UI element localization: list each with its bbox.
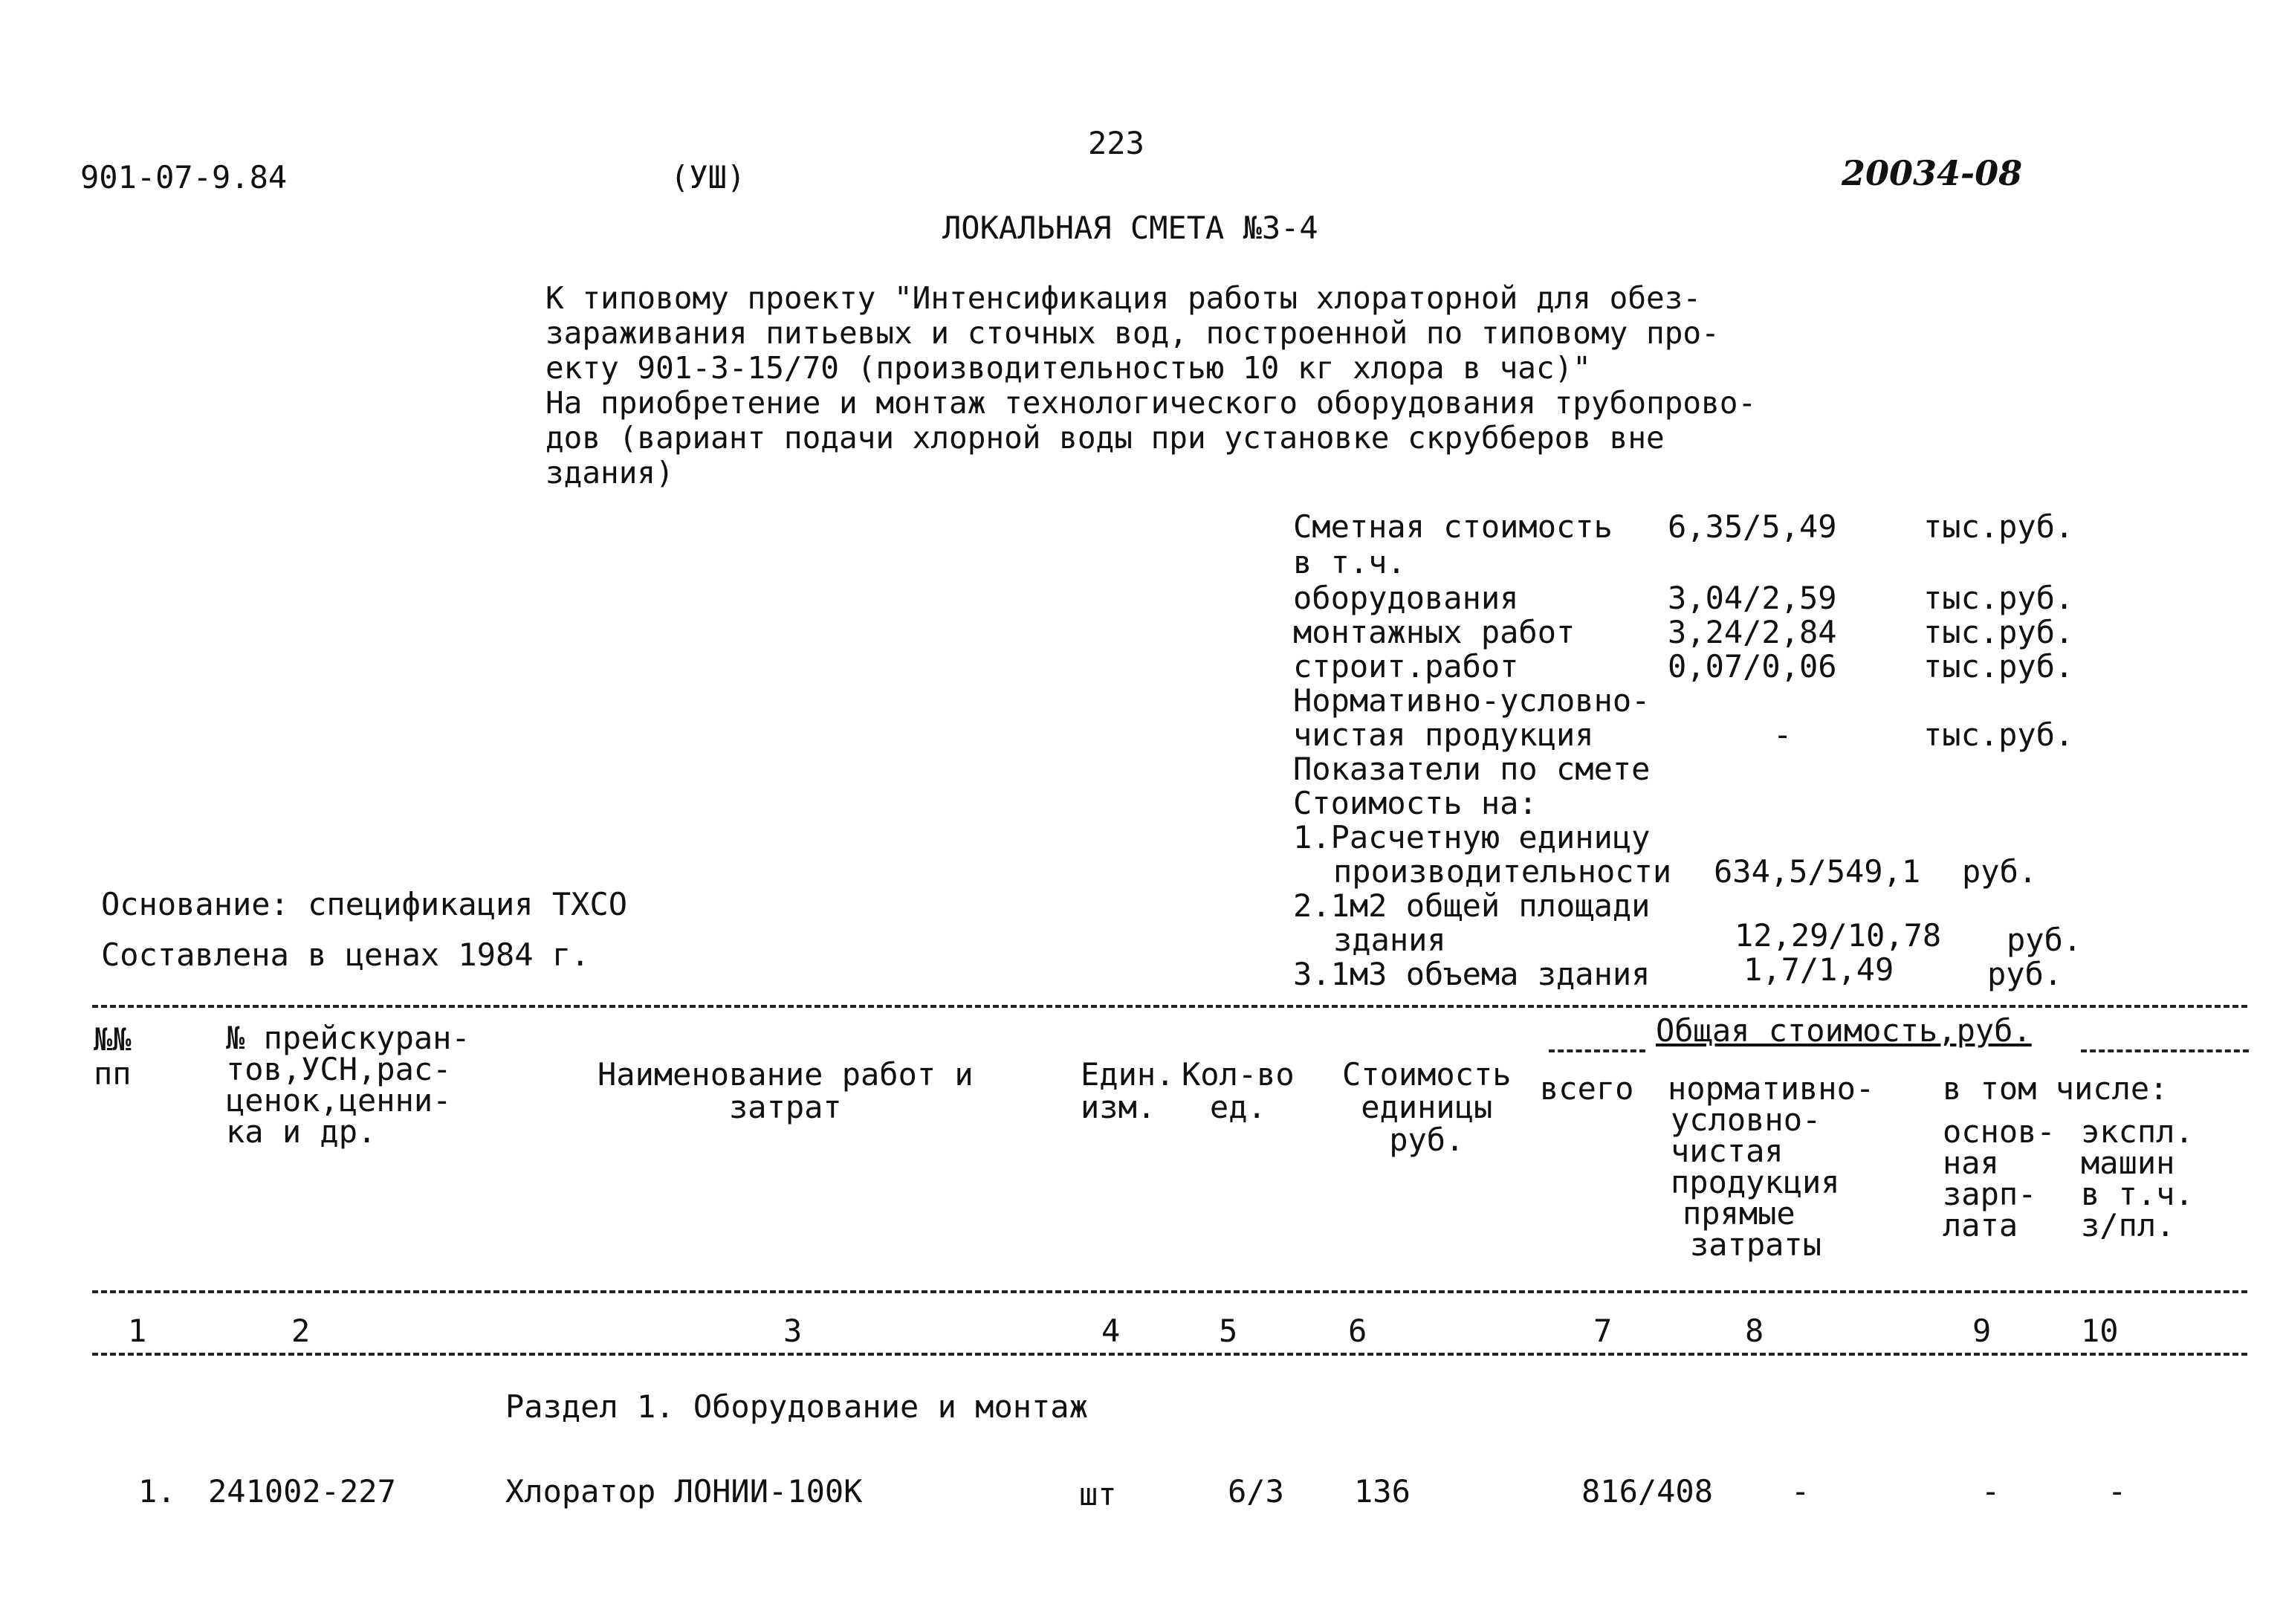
construction-label: строит.работ	[1293, 648, 1519, 685]
unit-label: тыс.руб.	[1923, 614, 2074, 650]
indicator-2-label: 2.1м2 общей площади	[1293, 887, 1651, 924]
volume-label: (УШ)	[670, 159, 746, 195]
header-col-3: Наименование работ и затрат	[598, 1056, 974, 1125]
column-number: 8	[1745, 1313, 1764, 1349]
intro-line: зараживания питьевых и сточных вод, построенной по типовому про-	[545, 315, 1720, 351]
intro-line: здания)	[545, 455, 674, 491]
unit-label: руб.	[1962, 853, 2038, 890]
column-number: 4	[1101, 1313, 1121, 1349]
equipment-value: 3,04/2,59	[1668, 580, 1837, 616]
row-unit: шт	[1079, 1476, 1117, 1513]
net-product-value: -	[1773, 716, 1793, 753]
unit-label: тыс.руб.	[1923, 716, 2074, 753]
column-numbers-rule	[92, 1353, 2247, 1356]
total-cost-label: Общая стоимость,руб.	[1656, 1012, 2032, 1049]
column-number: 5	[1219, 1313, 1238, 1349]
row-unit-cost: 136	[1354, 1473, 1411, 1510]
header-col-8: нормативно- условно- чистая продукция прямые затраты	[1668, 1070, 1875, 1263]
indicator-1-label: производительности	[1333, 853, 1672, 890]
indicator-1-label: 1.Расчетную единицу	[1293, 819, 1651, 855]
construction-value: 0,07/0,06	[1668, 648, 1837, 685]
row-quantity: 6/3	[1228, 1473, 1284, 1510]
header-col-2: № прейскуран- тов,УСН,рас- ценок,ценни- ка и др.	[226, 1020, 470, 1150]
basis-line: Основание: спецификация ТХСО	[101, 886, 628, 922]
column-number: 7	[1593, 1313, 1613, 1349]
indicator-1-value: 634,5/549,1	[1714, 853, 1921, 890]
intro-line: К типовому проекту "Интенсификация работы хлораторной для обез-	[545, 280, 1702, 316]
intro-line: екту 901-3-15/70 (производительностью 10 кг хлора в час)"	[545, 350, 1591, 386]
prices-line: Составлена в ценах 1984 г.	[101, 936, 590, 973]
column-number: 1	[128, 1313, 147, 1349]
net-product-label: чистая продукция	[1293, 716, 1594, 753]
unit-label: тыс.руб.	[1923, 648, 2074, 685]
unit-label: тыс.руб.	[1923, 508, 2074, 545]
row-machines: -	[2108, 1473, 2127, 1510]
header-bottom-rule	[92, 1290, 2247, 1293]
header-col-5: Кол-во ед.	[1182, 1056, 1295, 1125]
in-number-label: в том числе:	[1943, 1070, 2169, 1107]
install-label: монтажных работ	[1293, 614, 1576, 650]
net-product-label: Нормативно-условно-	[1293, 682, 1651, 719]
row-code: 241002-227	[208, 1473, 396, 1510]
document-code: 901-07-9.84	[80, 159, 288, 195]
indicator-2-value: 12,29/10,78	[1735, 917, 1942, 954]
intro-line: На приобретение и монтаж технологического оборудования трубопрово-	[545, 385, 1757, 421]
intro-paragraph	[545, 281, 1957, 491]
header-col-9: основ- ная зарп- лата	[1943, 1113, 2056, 1243]
header-col-7: всего	[1540, 1070, 1634, 1107]
row-name: Хлоратор ЛОНИИ-100К	[505, 1473, 863, 1510]
row-total: 816/408	[1581, 1473, 1714, 1510]
indicators-label: Показатели по смете	[1293, 751, 1651, 787]
header-col-1: №№ пп	[94, 1021, 132, 1092]
estimate-value: 6,35/5,49	[1668, 508, 1837, 545]
equipment-label: оборудования	[1293, 580, 1519, 616]
row-net-product: -	[1791, 1473, 1810, 1510]
intro-line: дов (вариант подачи хлорной воды при установке скрубберов вне	[545, 420, 1665, 456]
in-that-label: в т.ч.	[1293, 544, 1406, 580]
table-top-rule	[92, 1005, 2247, 1008]
section-title: Раздел 1. Оборудование и монтаж	[505, 1388, 1088, 1425]
document-title: ЛОКАЛЬНАЯ СМЕТА №3-4	[942, 210, 1318, 246]
estimate-label: Сметная стоимость	[1293, 508, 1613, 545]
indicator-2-label: здания	[1333, 922, 1446, 958]
column-number: 2	[291, 1313, 311, 1349]
unit-label: руб.	[1987, 956, 2063, 992]
row-wages: -	[1981, 1473, 2001, 1510]
column-number: 6	[1348, 1313, 1367, 1349]
header-rule	[2081, 1049, 2249, 1052]
install-value: 3,24/2,84	[1668, 614, 1837, 650]
column-number: 3	[783, 1313, 803, 1349]
header-col-6: Стоимость единицы руб.	[1342, 1056, 1512, 1158]
column-number: 10	[2081, 1313, 2119, 1349]
row-number: 1.	[138, 1473, 176, 1510]
unit-label: руб.	[2007, 922, 2082, 958]
indicator-3-value: 1,7/1,49	[1743, 951, 1894, 988]
page-number: 223	[1088, 125, 1144, 161]
header-col-10: экспл. машин в т.ч. з/пл.	[2081, 1113, 2194, 1243]
column-number: 9	[1972, 1313, 1992, 1349]
unit-label: тыс.руб.	[1923, 580, 2074, 616]
header-rule	[1549, 1049, 1645, 1052]
indicator-3-label: 3.1м3 объема здания	[1293, 956, 1651, 992]
handwritten-reference: 20034-08	[1842, 153, 2023, 193]
cost-on-label: Стоимость на:	[1293, 785, 1538, 821]
header-col-4: Един. изм.	[1081, 1056, 1175, 1125]
